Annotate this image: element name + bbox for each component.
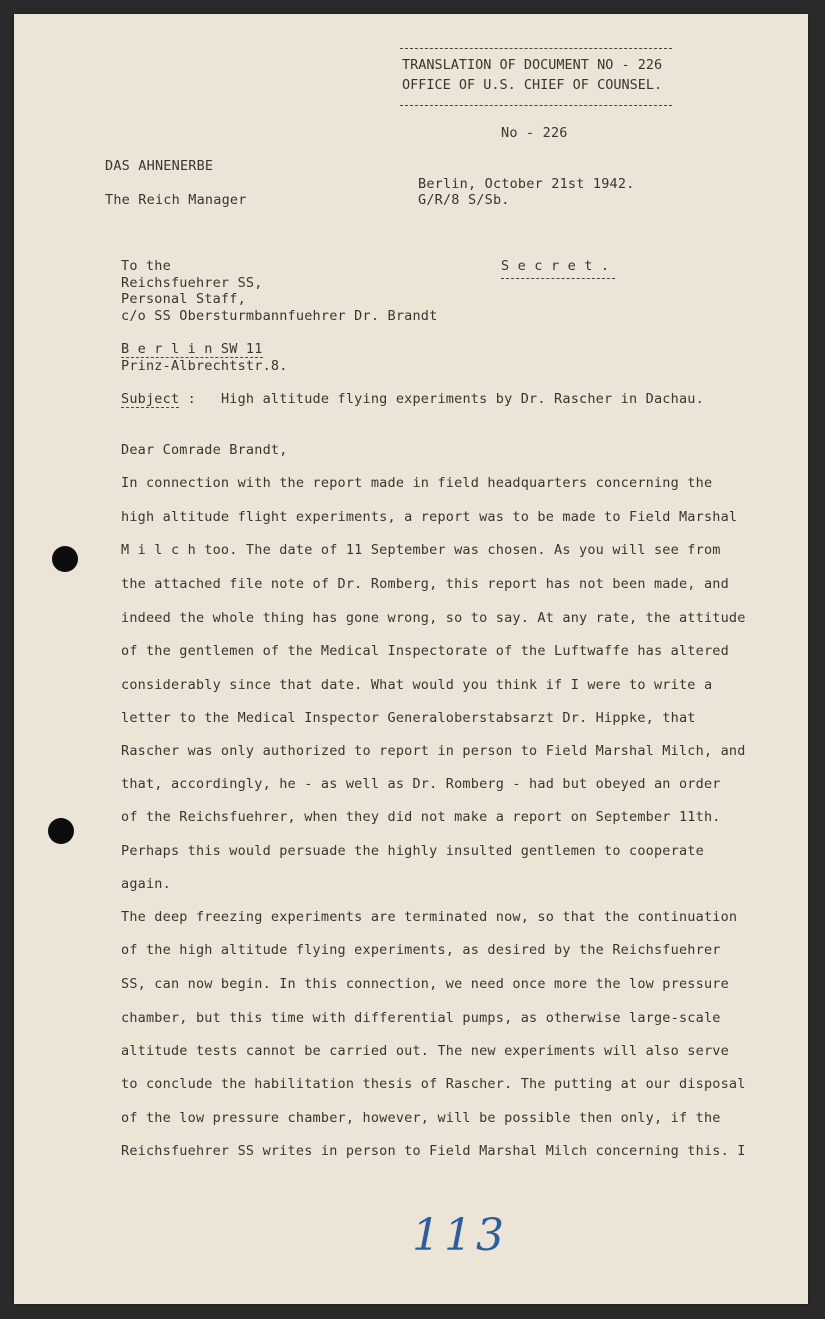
document-number: No - 226 xyxy=(501,125,568,141)
translation-line: TRANSLATION OF DOCUMENT NO - 226 xyxy=(402,57,663,73)
punch-hole xyxy=(52,546,78,572)
body-line: Rascher was only authorized to report in person to Field Marshal Milch, and xyxy=(121,743,746,759)
body-line: altitude tests cannot be carried out. The new experiments will also serve xyxy=(121,1043,729,1059)
body-line: Perhaps this would persuade the highly insulted gentlemen to cooperate xyxy=(121,843,704,859)
handwritten-page-number: 113 xyxy=(412,1210,508,1261)
body-line: considerably since that date. What would you think if I were to write a xyxy=(121,677,713,693)
document-page xyxy=(14,14,808,1304)
body-line: letter to the Medical Inspector Generaloberstabsarzt Dr. Hippke, that xyxy=(121,710,696,726)
addressee-city: B e r l i n SW 11 xyxy=(121,341,263,357)
subject-line xyxy=(121,391,704,407)
sender-title: The Reich Manager xyxy=(105,192,247,208)
subject-text: High altitude flying experiments by Dr. Rascher in Dachau. xyxy=(220,391,704,407)
translation-header xyxy=(400,48,672,106)
body-line: SS, can now begin. In this connection, we need once more the low pressure xyxy=(121,976,729,992)
punch-hole xyxy=(48,818,74,844)
addressee-line: To the xyxy=(121,258,171,274)
body-line: of the Reichsfuehrer, when they did not make a report on September 11th. xyxy=(121,809,721,825)
body-line: chamber, but this time with differential pumps, as otherwise large-scale xyxy=(121,1010,721,1026)
place-date: Berlin, October 21st 1942. xyxy=(418,176,635,192)
addressee-street: Prinz-Albrechtstr.8. xyxy=(121,358,288,374)
addressee-line: Personal Staff, xyxy=(121,291,246,307)
body-line: of the low pressure chamber, however, will be possible then only, if the xyxy=(121,1110,721,1126)
body-line: In connection with the report made in field headquarters concerning the xyxy=(121,475,713,491)
sender-org: DAS AHNENERBE xyxy=(105,158,214,174)
body-line: Reichsfuehrer SS writes in person to Field Marshal Milch concerning this. I xyxy=(121,1143,746,1159)
body-line: high altitude flight experiments, a report was to be made to Field Marshal xyxy=(121,509,738,525)
body-line: The deep freezing experiments are terminated now, so that the continuation xyxy=(121,909,738,925)
subject-colon: : xyxy=(187,391,196,407)
addressee-line: Reichsfuehrer SS, xyxy=(121,275,263,291)
secret-classification: S e c r e t . xyxy=(501,258,615,279)
body-line: again. xyxy=(121,876,171,892)
body-line: that, accordingly, he - as well as Dr. Romberg - had but obeyed an order xyxy=(121,776,721,792)
body-line: of the gentlemen of the Medical Inspectorate of the Luftwaffe has altered xyxy=(121,643,729,659)
office-line: OFFICE OF U.S. CHIEF OF COUNSEL. xyxy=(402,77,663,93)
reference-code: G/R/8 S/Sb. xyxy=(418,192,510,208)
body-line: to conclude the habilitation thesis of Rascher. The putting at our disposal xyxy=(121,1076,746,1092)
salutation: Dear Comrade Brandt, xyxy=(121,442,288,458)
subject-label: Subject xyxy=(121,391,180,407)
body-line: indeed the whole thing has gone wrong, so to say. At any rate, the attitude xyxy=(121,610,746,626)
body-line: M i l c h too. The date of 11 September was chosen. As you will see from xyxy=(121,542,721,558)
addressee-line: c/o SS Obersturmbannfuehrer Dr. Brandt xyxy=(121,308,438,324)
body-line: of the high altitude flying experiments, as desired by the Reichsfuehrer xyxy=(121,942,721,958)
body-line: the attached file note of Dr. Romberg, this report has not been made, and xyxy=(121,576,729,592)
